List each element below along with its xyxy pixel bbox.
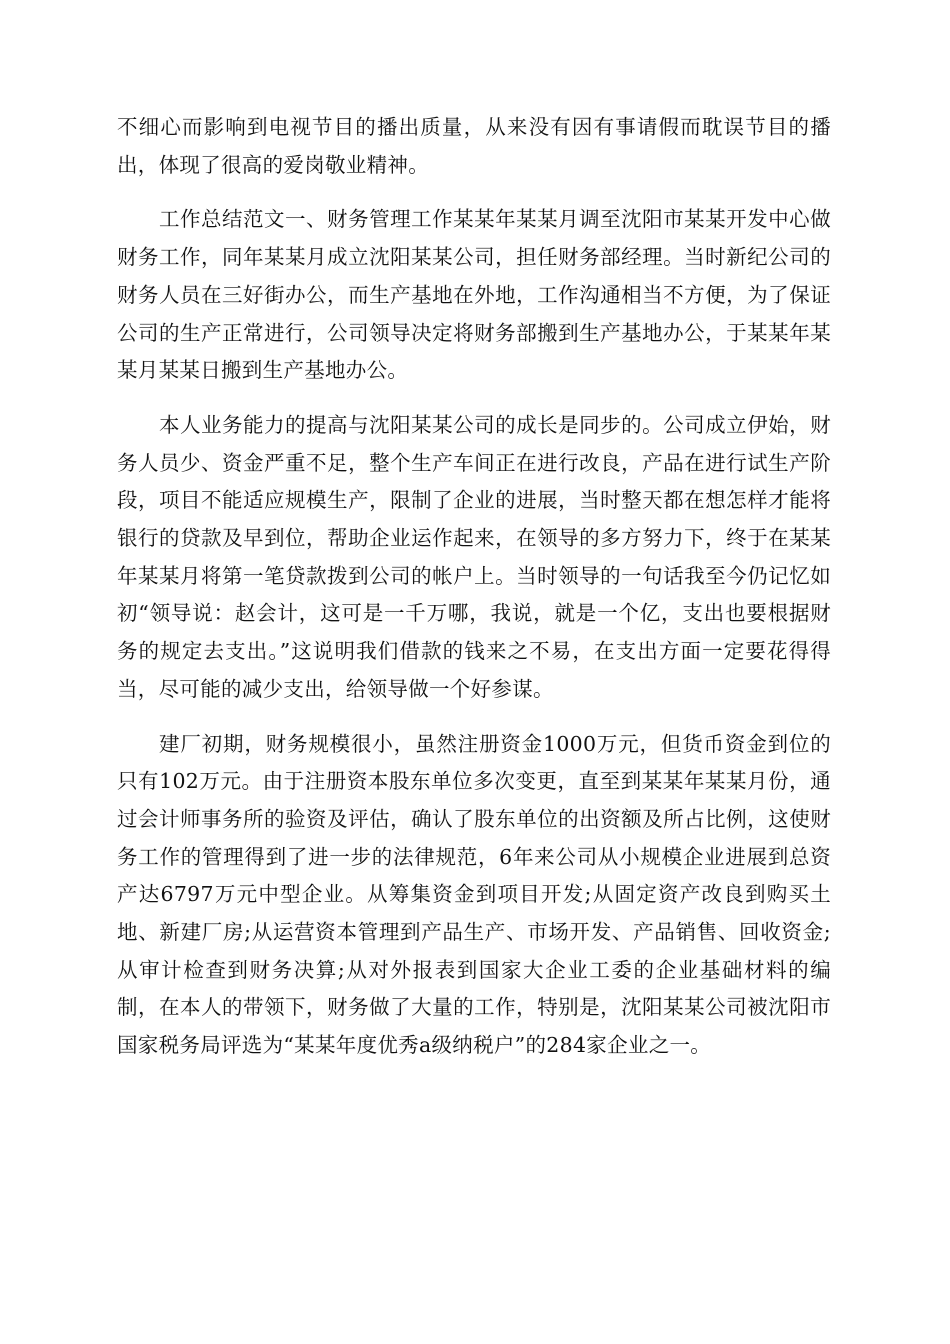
paragraph-financial-management: 工作总结范文一、财务管理工作某某年某某月调至沈阳市某某开发中心做财务工作，同年某某月成立沈阳某某公司，担任财务部经理。当时新纪公司的财务人员在三好街办公，而生产基地在外地，工作沟通相当不方便，为了保证公司的生产正常进行，公司领导决定将财务部搬到生产基地办公，于某某年某某月某某日搬到生产基地办公。 xyxy=(117,207,831,383)
paragraph-continuation: 不细心而影响到电视节目的播出质量，从来没有因有事请假而耽误节目的播出，体现了很高的爱岗敬业精神。 xyxy=(117,115,831,177)
paragraph-early-factory: 建厂初期，财务规模很小，虽然注册资金1000万元，但货币资金到位的只有102万元。由于注册资本股东单位多次变更，直至到某某年某某月份，通过会计师事务所的验资及评估，确认了股东单位的出资额及所占比例，这使财务工作的管理得到了进一步的法律规范，6年来公司从小规模企业进展到总资产达6797万元中型企业。从筹集资金到项目开发;从固定资产改良到购买土地、新建厂房;从运营资本管理到产品生产、市场开发、产品销售、回收资金;从审计检查到财务决算;从对外报表到国家大企业工委的企业基础材料的编制，在本人的带领下，财务做了大量的工作，特别是，沈阳某某公司被沈阳市国家税务局评选为“某某年度优秀a级纳税户”的284家企业之一。 xyxy=(117,731,831,1058)
paragraph-business-ability: 本人业务能力的提高与沈阳某某公司的成长是同步的。公司成立伊始，财务人员少、资金严重不足，整个生产车间正在进行改良，产品在进行试生产阶段，项目不能适应规模生产，限制了企业的进展，当时整天都在想怎样才能将银行的贷款及早到位，帮助企业运作起来，在领导的多方努力下，终于在某某年某某月将第一笔贷款拨到公司的帐户上。当时领导的一句话我至今仍记忆如初“领导说：赵会计，这可是一千万哪，我说，就是一个亿，支出也要根据财务的规定去支出。”这说明我们借款的钱来之不易，在支出方面一定要花得得当，尽可能的减少支出，给领导做一个好参谋。 xyxy=(117,412,831,701)
document-body xyxy=(117,109,831,1065)
